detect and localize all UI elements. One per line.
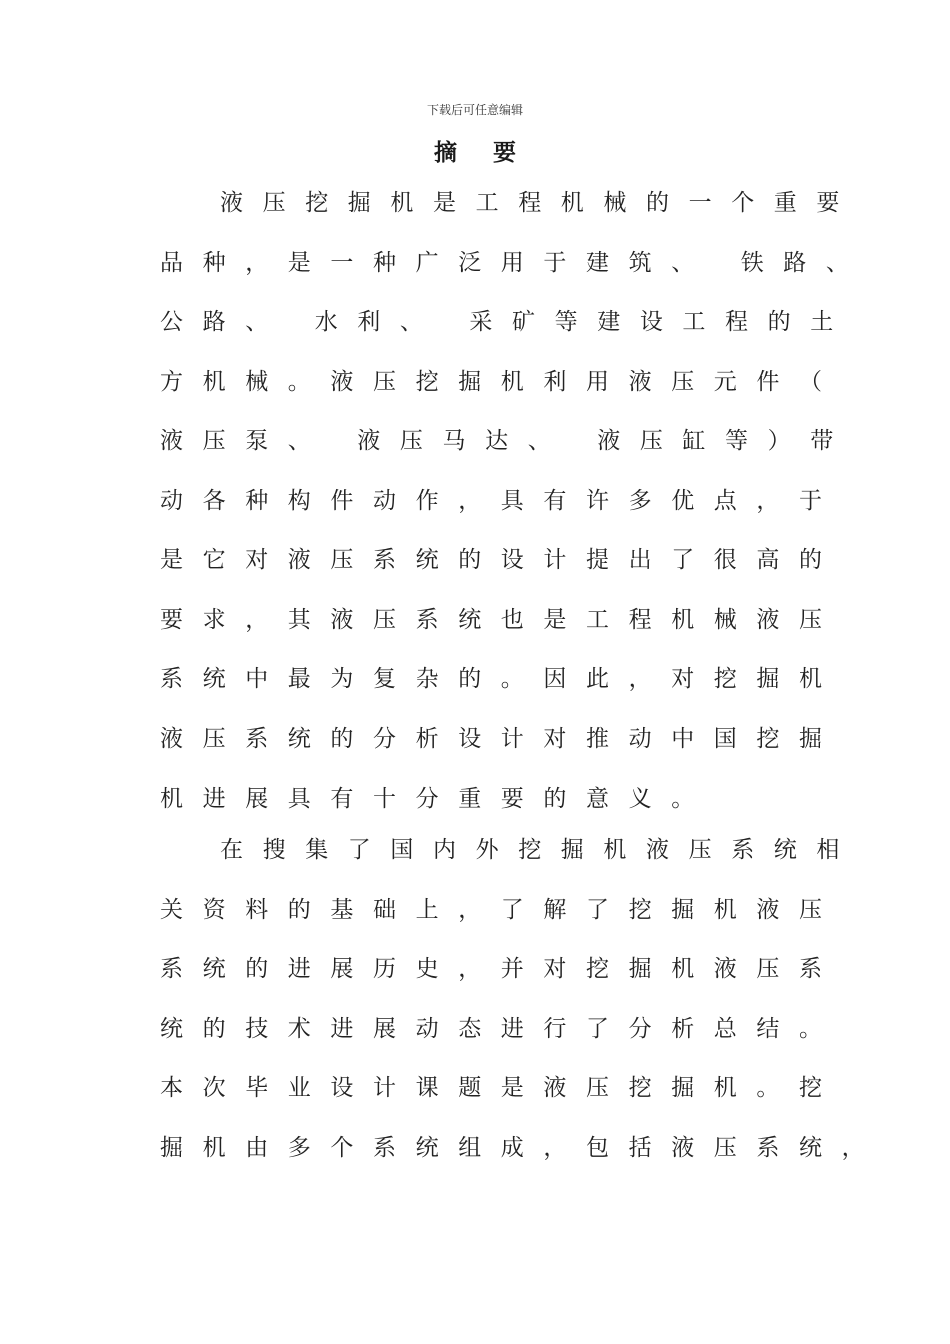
paragraph-1-line-3: 公路、 水利、 采矿等建设工程的土 — [160, 309, 853, 335]
paragraph-1-line-4: 方机械。液压挖掘机利用液压元件（ — [160, 369, 842, 395]
paragraph-1-line-2: 品种，是一种广泛用于建筑、 铁路、 — [160, 250, 869, 276]
paragraph-1-line-10: 液压系统的分析设计对推动中国挖掘 — [160, 726, 842, 752]
paragraph-2-line-5: 本次毕业设计课题是液压挖掘机。挖 — [160, 1075, 842, 1101]
paragraph-2-line-1: 在搜集了国内外挖掘机液压系统相 — [220, 837, 859, 863]
paragraph-2-line-4: 统的技术进展动态进行了分析总结。 — [160, 1016, 842, 1042]
paragraph-1-line-5: 液压泵、 液压马达、 液压缸等）带 — [160, 428, 853, 454]
document-title: 摘 要 — [433, 140, 530, 166]
paragraph-2-line-3: 系统的进展历史，并对挖掘机液压系 — [160, 956, 842, 982]
paragraph-1-line-1: 液压挖掘机是工程机械的一个重要 — [220, 190, 859, 216]
paragraph-1-line-8: 要求，其液压系统也是工程机械液压 — [160, 607, 842, 633]
paragraph-1-line-6: 动各种构件动作，具有许多优点，于 — [160, 488, 842, 514]
paragraph-2-line-6: 掘机由多个系统组成，包括液压系统， — [160, 1135, 885, 1161]
paragraph-1-line-7: 是它对液压系统的设计提出了很高的 — [160, 547, 842, 573]
paragraph-2-line-2: 关资料的基础上，了解了挖掘机液压 — [160, 897, 842, 923]
page-header-note: 下载后可任意编辑 — [426, 103, 523, 117]
paragraph-1-line-9: 系统中最为复杂的。因此，对挖掘机 — [160, 666, 842, 692]
paragraph-1-line-11: 机进展具有十分重要的意义。 — [160, 786, 714, 812]
